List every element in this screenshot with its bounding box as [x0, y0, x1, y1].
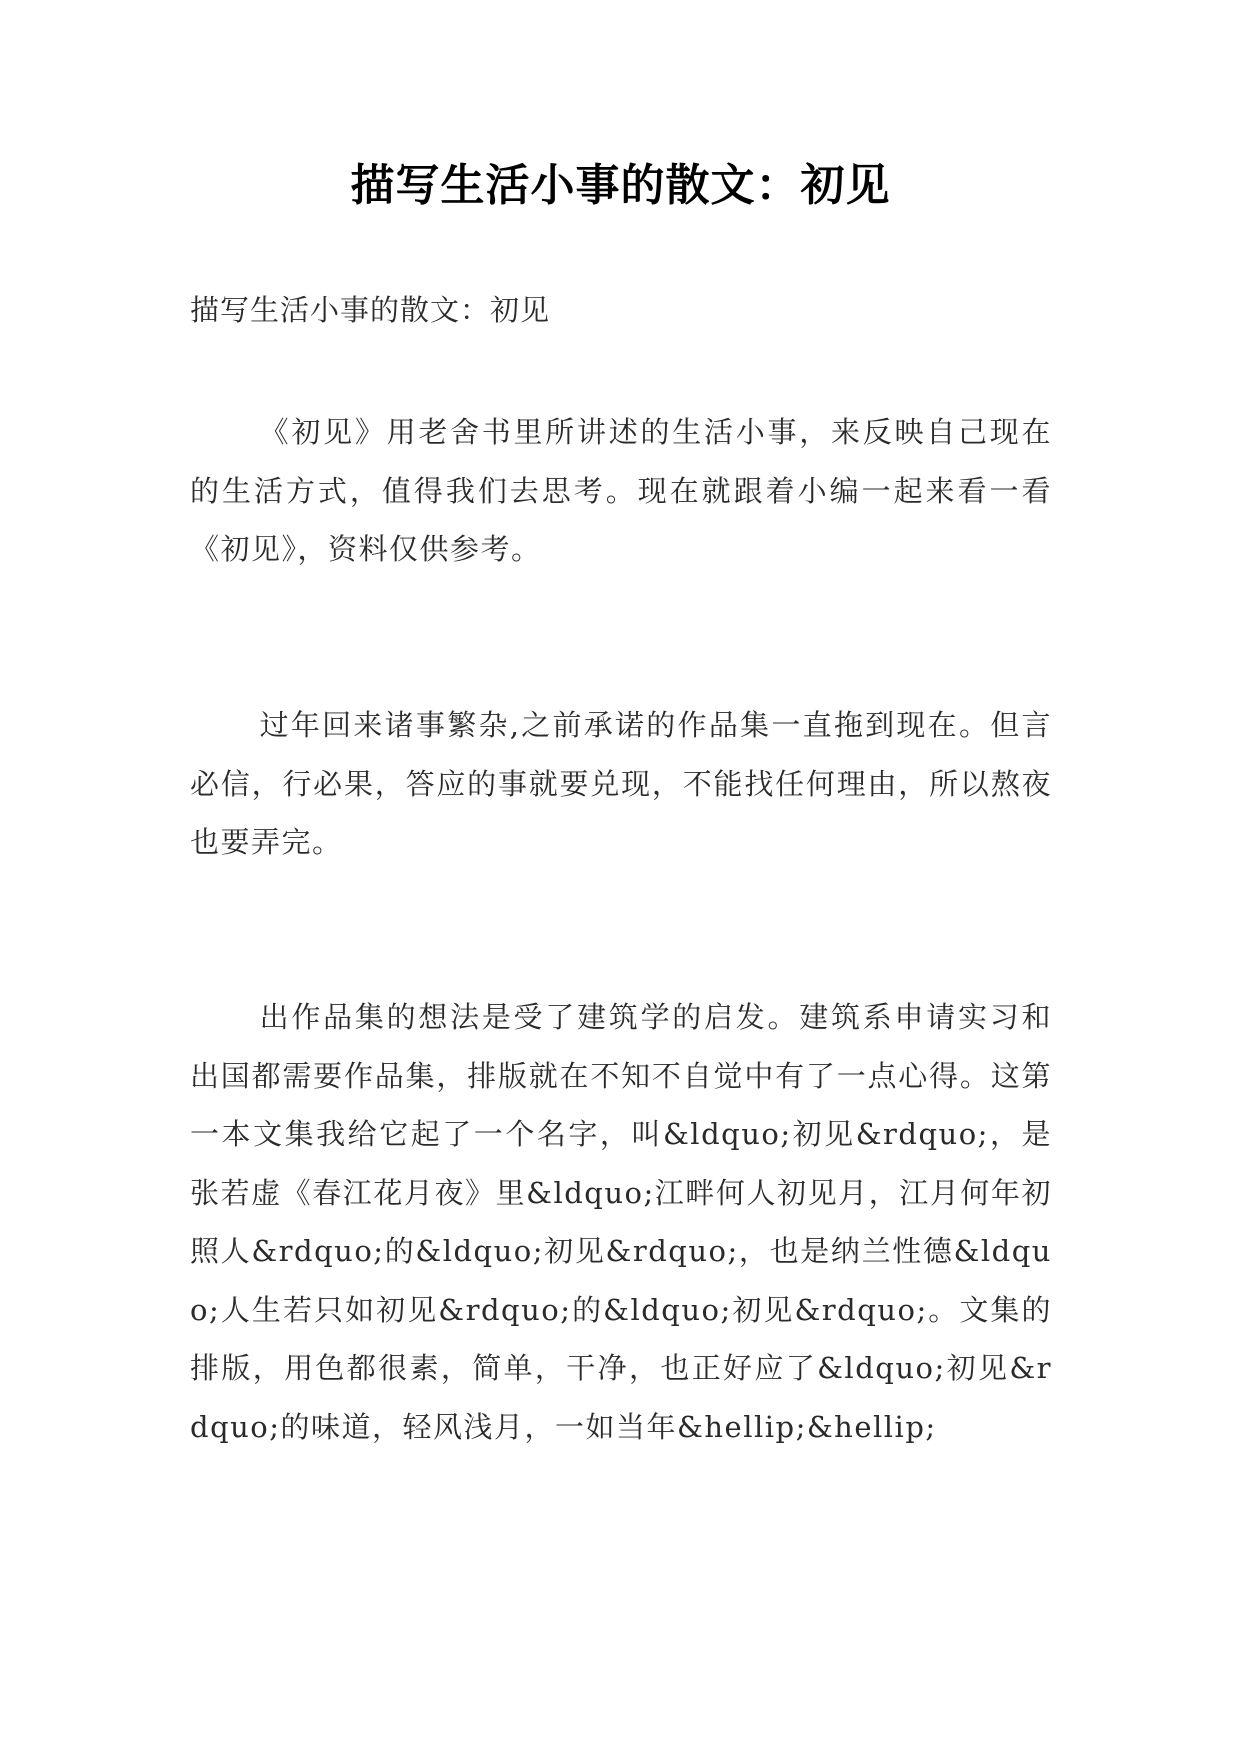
document-subtitle: 描写生活小事的散文：初见	[190, 293, 551, 327]
paragraph-portfolio-idea: 出作品集的想法是受了建筑学的启发。建筑系申请实习和出国都需要作品集，排版就在不知不自觉中有了一点心得。这第一本文集我给它起了一个名字，叫&ldquo;初见&rdquo;，是张若虚《春江花月夜》里&ldquo;江畔何人初见月，江月何年初照人&rdquo;的&ldquo;初见&rdquo;，也是纳兰性德&ldquo;人生若只如初见&rdquo;的&ldquo;初见&rdquo;。文集的排版，用色都很素，简单，干净，也正好应了&ldquo;初见&rdquo;的味道，轻风浅月，一如当年&hellip;&hellip;	[190, 1000, 1052, 1444]
paragraph-portfolio-delay: 过年回来诸事繁杂,之前承诺的作品集一直拖到现在。但言必信，行必果，答应的事就要兑现，不能找任何理由，所以熬夜也要弄完。	[190, 708, 1052, 859]
paragraph-intro: 《初见》用老舍书里所讲述的生活小事，来反映自己现在的生活方式，值得我们去思考。现在就跟着小编一起来看一看《初见》，资料仅供参考。	[190, 415, 1052, 566]
document-title: 描写生活小事的散文：初见	[350, 160, 891, 211]
